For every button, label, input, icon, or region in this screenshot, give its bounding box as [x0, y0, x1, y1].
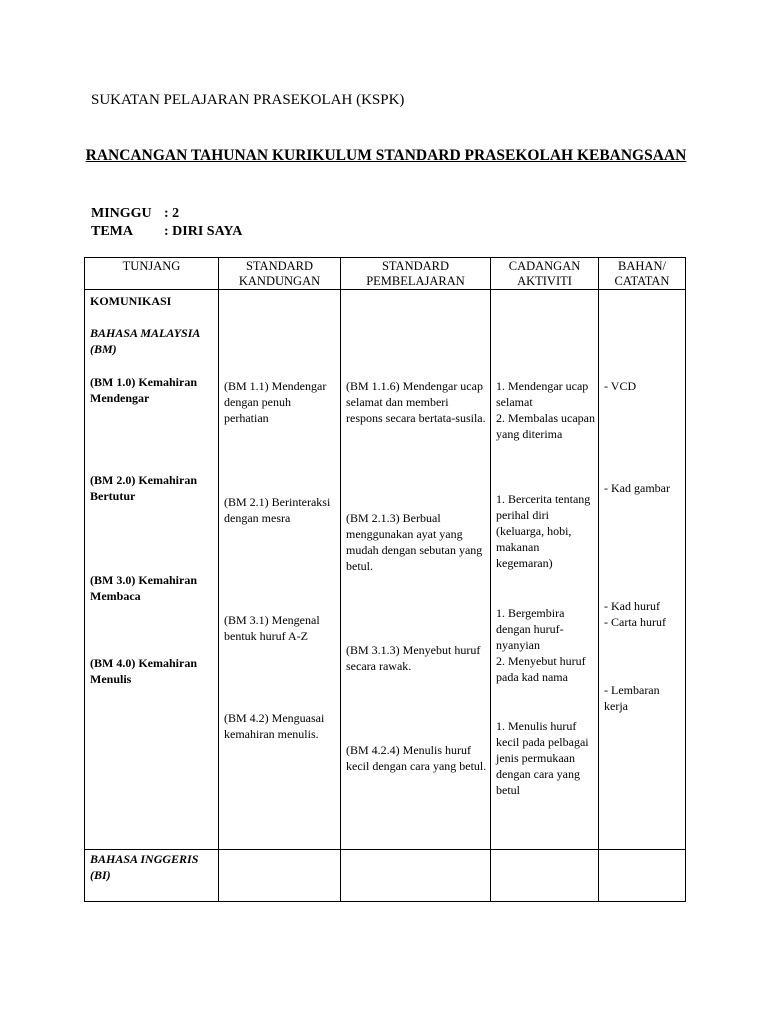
- week-label: MINGGU: [91, 206, 152, 221]
- tunjang-komunikasi: KOMUNIKASI: [90, 294, 172, 308]
- aktiviti-item: 1. Bercerita tentang perihal diri (keluarga, hobi, makanan kegemaran): [496, 492, 591, 570]
- header-bahan-catatan: BAHAN/ CATATAN: [599, 258, 686, 290]
- week-value: : 2: [164, 206, 180, 221]
- bahan-item: - Kad gambar: [604, 481, 670, 495]
- tunjang-bm1: (BM 1.0) Kemahiran Mendengar: [90, 375, 197, 405]
- tunjang-bm2: (BM 2.0) Kemahiran Bertutur: [90, 473, 197, 503]
- bahan-item: - Kad huruf: [604, 599, 660, 613]
- kandungan-item: (BM 1.1) Mendengar dengan penuh perhatian: [224, 379, 327, 425]
- document-title: RANCANGAN TAHUNAN KURIKULUM STANDARD PRASEKOLAH KEBANGSAAN: [85, 147, 687, 164]
- empty-cell: [341, 850, 491, 902]
- empty-cell: [491, 850, 599, 902]
- pembelajaran-item: (BM 4.2.4) Menulis huruf kecil dengan cara yang betul.: [346, 743, 487, 773]
- aktiviti-item: 1. Bergembira dengan huruf-nyanyian: [496, 606, 565, 652]
- kandungan-item: (BM 4.2) Menguasai kemahiran menulis.: [224, 711, 325, 741]
- tunjang-bahasa-malaysia: BAHASA MALAYSIA (BM): [90, 326, 200, 356]
- cell-tunjang: [85, 290, 219, 850]
- aktiviti-item: 2. Membalas ucapan yang diterima: [496, 411, 595, 441]
- theme-line: [91, 224, 242, 240]
- empty-cell: [219, 850, 341, 902]
- week-line: [91, 206, 179, 222]
- header-standard-kandungan: STANDARD KANDUNGAN: [219, 258, 341, 290]
- header-tunjang: TUNJANG: [85, 258, 219, 290]
- cell-kandungan: [219, 290, 341, 850]
- bahan-item: - Lembaran kerja: [604, 683, 660, 713]
- kandungan-item: (BM 2.1) Berinteraksi dengan mesra: [224, 495, 331, 525]
- pembelajaran-item: (BM 2.1.3) Berbual menggunakan ayat yang mudah dengan sebutan yang betul.: [346, 511, 483, 573]
- tunjang-bm4: (BM 4.0) Kemahiran Menulis: [90, 656, 197, 686]
- kandungan-item: (BM 3.1) Mengenal bentuk huruf A-Z: [224, 613, 320, 643]
- syllabus-heading: SUKATAN PELAJARAN PRASEKOLAH (KSPK): [91, 92, 405, 108]
- bahan-item: - VCD: [604, 379, 637, 393]
- table-header-row: [85, 258, 686, 290]
- aktiviti-item: 2. Menyebut huruf pada kad nama: [496, 654, 586, 684]
- aktiviti-item: 1. Mendengar ucap selamat: [496, 379, 589, 409]
- tunjang-bm3: (BM 3.0) Kemahiran Membaca: [90, 573, 197, 603]
- annual-plan-table: [84, 257, 686, 902]
- cell-aktiviti: [491, 290, 599, 850]
- empty-cell: [599, 850, 686, 902]
- header-cadangan-aktiviti: CADANGAN AKTIVITI: [491, 258, 599, 290]
- theme-value: : DIRI SAYA: [164, 224, 243, 239]
- aktiviti-item: 1. Menulis huruf kecil pada pelbagai jenis permukaan dengan cara yang betul: [496, 719, 589, 797]
- bahan-item: - Carta huruf: [604, 615, 666, 629]
- pembelajaran-item: (BM 1.1.6) Mendengar ucap selamat dan memberi respons secara bertata-susila.: [346, 379, 486, 425]
- table-row-bi: [85, 850, 686, 902]
- cell-pembelajaran: [341, 290, 491, 850]
- theme-label: TEMA: [91, 224, 133, 239]
- cell-bahan: [599, 290, 686, 850]
- table-row-bm: [85, 290, 686, 850]
- tunjang-bahasa-inggeris: BAHASA INGGERIS (BI): [90, 852, 199, 882]
- pembelajaran-item: (BM 3.1.3) Menyebut huruf secara rawak.: [346, 643, 481, 673]
- cell-bahasa-inggeris: [85, 850, 219, 902]
- header-standard-pembelajaran: STANDARD PEMBELAJARAN: [341, 258, 491, 290]
